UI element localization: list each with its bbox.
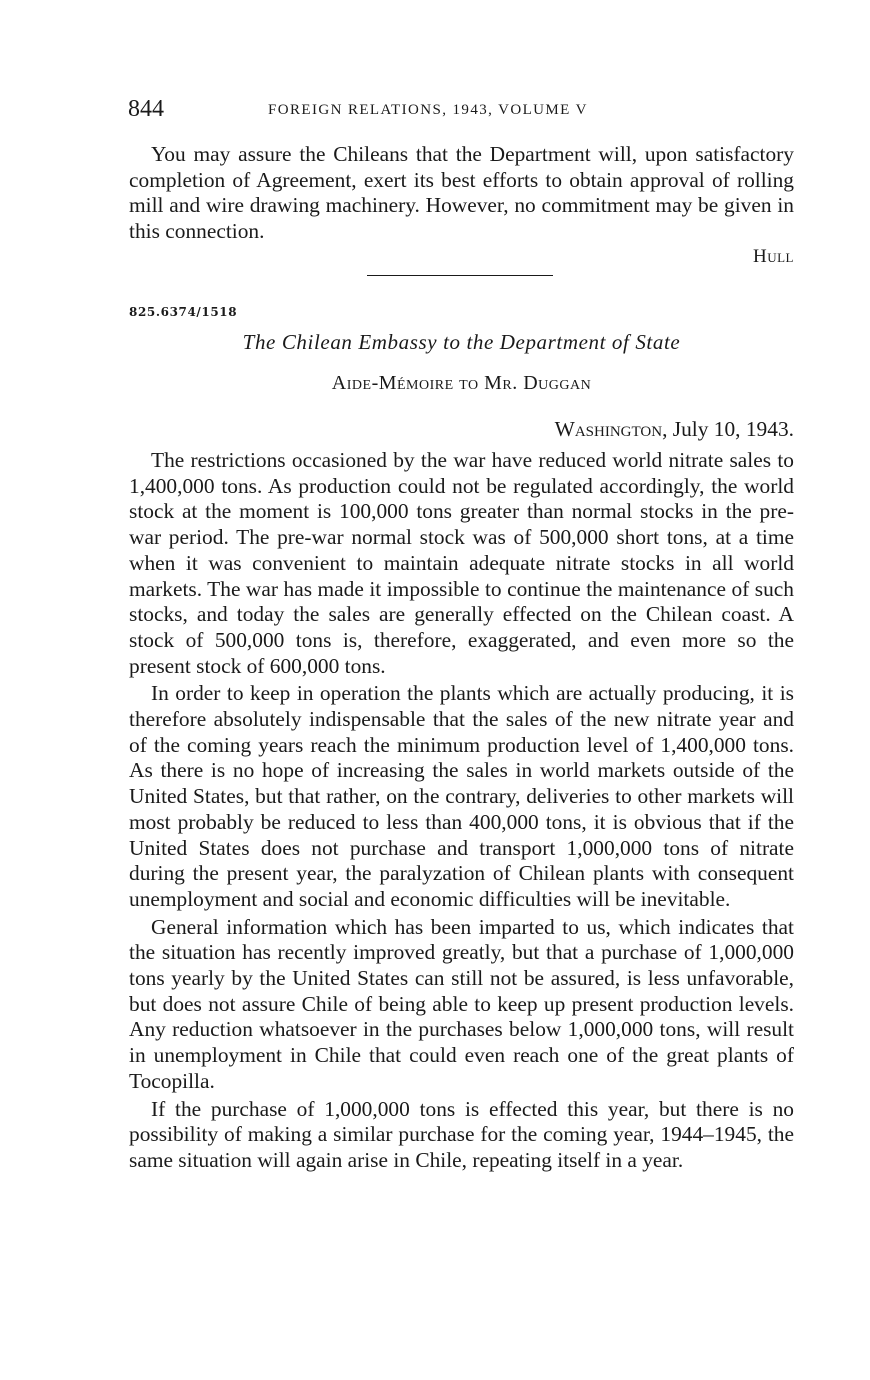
running-title: FOREIGN RELATIONS, 1943, VOLUME V xyxy=(268,102,588,118)
dateline-place: Washington, xyxy=(554,417,668,441)
page-number: 844 xyxy=(128,96,164,122)
body-paragraph: The restrictions occasioned by the war have reduced world nitrate sales to 1,400,000 tons. As production could not be regulated accordingly, the world stock at the moment is 100,000 tons greater than normal stocks in the pre-war period. The pre-war normal stock was of 500,000 short tons, at a time when it was convenient to maintain adequate nitrate stocks in all world markets. The war has made it impossible to continue the maintenance of such stocks, and today the sales are generally effected on the Chilean coast. A stock of 500,000 tons is, therefore, exaggerated, and even more so the present stock of 600,000 tons. xyxy=(129,448,794,678)
memo-body xyxy=(129,448,794,1174)
closing-paragraph: You may assure the Chileans that the Department will, upon satisfactory completion of Agreement, exert its best efforts to obtain approval of rolling mill and wire drawing machinery. However, no commitment may be given in this connection. xyxy=(129,142,794,244)
body-paragraph: If the purchase of 1,000,000 tons is effected this year, but there is no possibility of making a similar purchase for the coming year, 1944–1945, the same situation will again arise in Chile, repeating itself in a year. xyxy=(129,1096,794,1172)
signature: Hull xyxy=(753,246,794,267)
section-divider xyxy=(367,275,553,276)
document-heading: The Chilean Embassy to the Department of State xyxy=(242,330,681,354)
dateline xyxy=(555,417,794,442)
dateline-date: July 10, 1943. xyxy=(667,417,794,441)
body-paragraph: In order to keep in operation the plants which are actually producing, it is therefore absolutely indispensable that the sales of the new nitrate year and of the coming years reach the minimum production level of 1,400,000 tons. As there is no hope of increasing the sales in world markets outside of the United States, but that rather, on the contrary, deliveries to other markets will most probably be reduced to less than 400,000 tons, it is obvious that if the United States does not purchase and transport 1,000,000 tons of nitrate during the present year, the paralyzation of Chilean plants with consequent unemployment and social and economic difficulties will be inevitable. xyxy=(129,681,794,911)
body-paragraph: General information which has been imparted to us, which indicates that the situation has recently improved greatly, but that a purchase of 1,000,000 tons yearly by the United States can still not be assured, is less unfavorable, but does not assure Chile of being able to keep up present production levels. Any reduction whatsoever in the purchases below 1,000,000 tons, will result in unemployment in Chile that could even reach one of the great plants of Tocopilla. xyxy=(129,914,794,1093)
closing-paragraph-block xyxy=(129,142,794,245)
document-subheading: Aide-Mémoire to Mr. Duggan xyxy=(331,372,592,394)
running-head xyxy=(128,96,794,126)
file-number: 825.6374/1518 xyxy=(129,305,238,319)
